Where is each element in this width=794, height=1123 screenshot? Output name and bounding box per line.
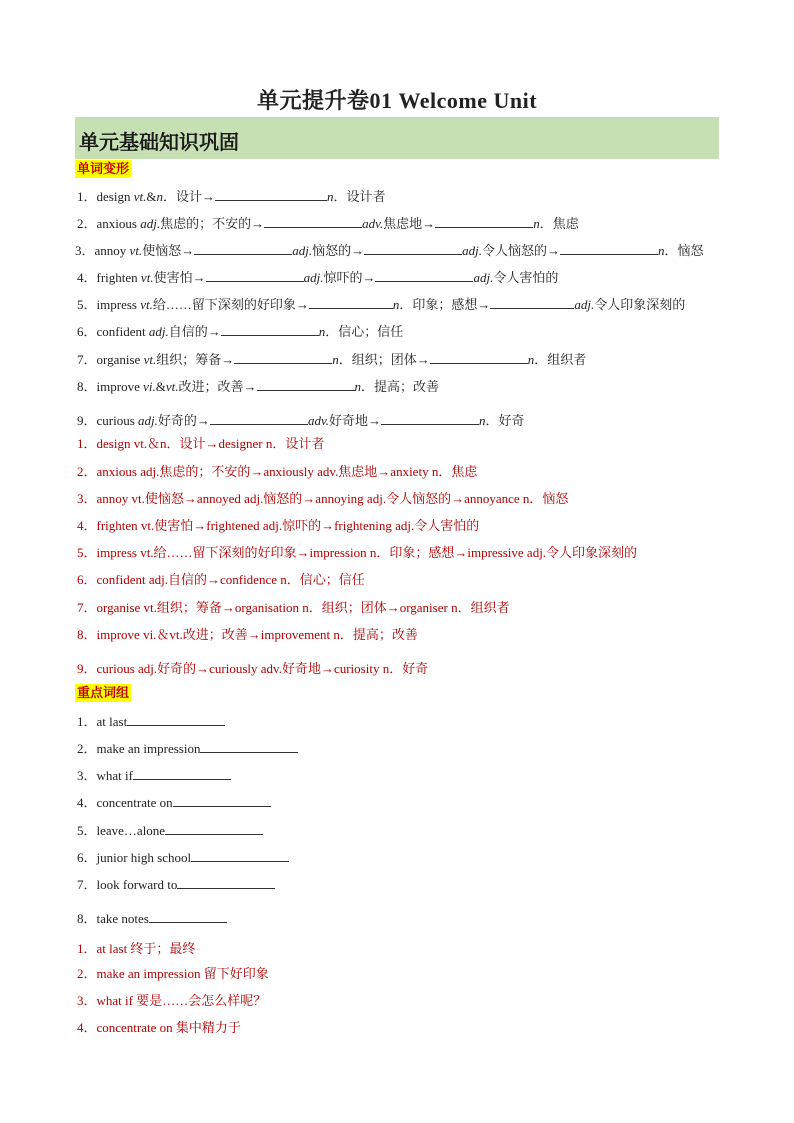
- question-line: 7．organise vt.组织；筹备→ n．组织；团体→ n．组织者: [77, 352, 587, 367]
- answer-blank[interactable]: [210, 411, 308, 425]
- answer-blank[interactable]: [191, 848, 289, 862]
- answer-blank[interactable]: [375, 268, 473, 282]
- answer-line: 4．concentrate on 集中精力于: [77, 1020, 241, 1035]
- question-line: 5．impress vt.给……留下深刻的好印象→ n．印象；感想→ adj.令人印象深刻的: [77, 297, 686, 312]
- phrase-question: 4．concentrate on: [77, 793, 271, 812]
- phrase-question: 7．look forward to: [77, 875, 275, 894]
- answer-line: 4．frighten vt.使害怕→frightened adj.惊吓的→frightening adj.令人害怕的: [77, 518, 480, 533]
- answer-blank[interactable]: [127, 712, 225, 726]
- answer-blank[interactable]: [234, 350, 332, 364]
- answer-blank[interactable]: [490, 295, 574, 309]
- answer-blank[interactable]: [381, 411, 479, 425]
- phrase-question: 8．take notes: [77, 909, 227, 928]
- question-line: 2．anxious adj.焦虑的；不安的→ adv.焦虑地→ n．焦虑: [77, 216, 579, 231]
- question-line: 1．design vt.&n．设计→ n．设计者: [77, 189, 386, 204]
- phrase-question: 5．leave…alone: [77, 821, 263, 840]
- phrase-question: 6．junior high school: [77, 848, 289, 867]
- answer-line: 1．at last 终于；最终: [77, 941, 196, 956]
- answer-blank[interactable]: [221, 322, 319, 336]
- answer-line: 2．make an impression 留下好印象: [77, 966, 269, 981]
- answer-line: 6．confident adj.自信的→confidence n．信心；信任: [77, 572, 365, 587]
- question-line: 6．confident adj.自信的→ n．信心；信任: [77, 324, 404, 339]
- answer-blank[interactable]: [177, 875, 275, 889]
- answer-line: 9．curious adj.好奇的→curiously adv.好奇地→curiosity n．好奇: [77, 661, 429, 676]
- answer-blank[interactable]: [200, 739, 298, 753]
- answer-blank[interactable]: [149, 909, 227, 923]
- answer-blank[interactable]: [435, 214, 533, 228]
- question-line: 4．frighten vt.使害怕→ adj.惊吓的→ adj.令人害怕的: [77, 270, 559, 285]
- section-banner: [75, 117, 719, 159]
- answer-line: 3．annoy vt.使恼怒→annoyed adj.恼怒的→annoying adj.令人恼怒的→annoyance n．恼怒: [77, 491, 569, 506]
- answer-line: 2．anxious adj.焦虑的；不安的→anxiously adv.焦虑地→anxiety n．焦虑: [77, 464, 478, 479]
- page-title: 单元提升卷01 Welcome Unit: [256, 88, 538, 113]
- answer-blank[interactable]: [206, 268, 304, 282]
- question-line: 8．improve vi.&vt.改进；改善→ n．提高；改善: [77, 379, 440, 394]
- answer-blank[interactable]: [309, 295, 393, 309]
- answer-blank[interactable]: [560, 241, 658, 255]
- answer-blank[interactable]: [173, 793, 271, 807]
- phrase-question: 1．at last: [77, 712, 225, 731]
- phrase-question: 2．make an impression: [77, 739, 298, 758]
- answer-blank[interactable]: [430, 350, 528, 364]
- question-line: 9．curious adj.好奇的→ adv.好奇地→ n．好奇: [77, 413, 525, 428]
- answer-blank[interactable]: [215, 187, 327, 201]
- section-tag-key-phrases: 重点词组: [77, 685, 130, 700]
- answer-line: 5．impress vt.给……留下深刻的好印象→impression n．印象；感想→impressive adj.令人印象深刻的: [77, 545, 638, 560]
- answer-line: 3．what if 要是……会怎么样呢？: [77, 993, 267, 1008]
- answer-line: 7．organise vt.组织；筹备→organisation n．组织；团体→organiser n．组织者: [77, 600, 510, 615]
- answer-blank[interactable]: [264, 214, 362, 228]
- banner-title: 单元基础知识巩固: [79, 132, 239, 154]
- section-tag-word-forms: 单词变形: [77, 161, 130, 176]
- answer-blank[interactable]: [133, 766, 231, 780]
- answer-blank[interactable]: [165, 821, 263, 835]
- phrase-question: 3．what if: [77, 766, 231, 785]
- question-line: 3．annoy vt.使恼怒→ adj.恼怒的→ adj.令人恼怒的→ n．恼怒: [75, 243, 704, 258]
- answer-blank[interactable]: [364, 241, 462, 255]
- answer-blank[interactable]: [194, 241, 292, 255]
- answer-line: 8．improve vi.＆vt.改进；改善→improvement n．提高；改善: [77, 627, 418, 642]
- answer-blank[interactable]: [257, 377, 355, 391]
- answer-line: 1．design vt.＆n．设计→designer n．设计者: [77, 436, 325, 451]
